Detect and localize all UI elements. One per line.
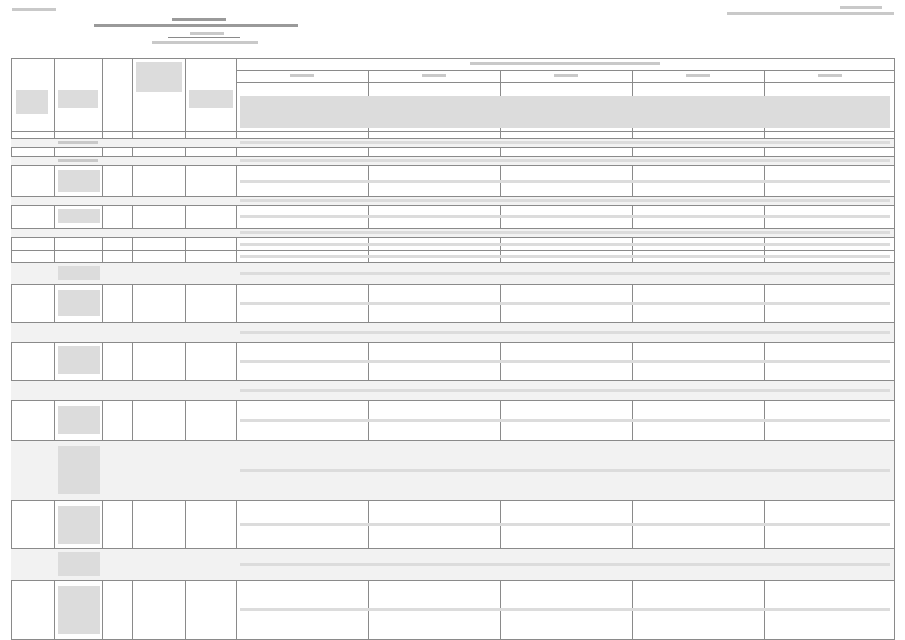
body-values-placeholder bbox=[240, 469, 890, 472]
header-placeholder bbox=[290, 74, 314, 77]
body-text-placeholder bbox=[58, 406, 100, 434]
header-placeholder bbox=[422, 74, 446, 77]
table-header-rule bbox=[236, 70, 894, 71]
title-placeholder bbox=[152, 41, 258, 44]
title-underline bbox=[168, 37, 240, 38]
header-placeholder bbox=[686, 74, 710, 77]
table-row-rule bbox=[11, 322, 894, 323]
header-placeholder bbox=[470, 62, 660, 65]
table-row-rule bbox=[11, 284, 894, 285]
table-row-rule bbox=[11, 228, 894, 229]
body-text-placeholder bbox=[58, 266, 100, 280]
body-text-placeholder bbox=[58, 141, 98, 144]
table-row-rule bbox=[11, 440, 894, 441]
body-text-placeholder bbox=[58, 159, 98, 162]
body-values-placeholder bbox=[240, 302, 890, 305]
body-values-placeholder bbox=[240, 272, 890, 275]
header-right-placeholder bbox=[727, 12, 894, 15]
body-values-placeholder bbox=[240, 255, 890, 258]
table-top-border bbox=[11, 58, 894, 59]
body-values-placeholder bbox=[240, 608, 890, 611]
header-placeholder bbox=[189, 90, 233, 108]
table-row-rule bbox=[11, 262, 894, 263]
table-column-rule bbox=[894, 58, 895, 640]
header-placeholder bbox=[240, 96, 890, 128]
table-row-rule bbox=[11, 400, 894, 401]
table-row-rule bbox=[11, 380, 894, 381]
body-values-placeholder bbox=[240, 243, 890, 246]
body-text-placeholder bbox=[58, 446, 100, 494]
body-values-placeholder bbox=[240, 360, 890, 363]
body-text-placeholder bbox=[58, 170, 100, 192]
header-placeholder bbox=[818, 74, 842, 77]
body-values-placeholder bbox=[240, 159, 890, 162]
table-header-rule bbox=[11, 131, 894, 132]
body-values-placeholder bbox=[240, 231, 890, 234]
body-values-placeholder bbox=[240, 331, 890, 334]
header-placeholder bbox=[136, 62, 182, 92]
table-row-rule bbox=[11, 250, 894, 251]
header-right-placeholder bbox=[840, 6, 882, 9]
body-values-placeholder bbox=[240, 180, 890, 183]
table-row-rule bbox=[11, 196, 894, 197]
body-text-placeholder bbox=[58, 552, 100, 576]
table-row-rule bbox=[11, 165, 894, 166]
table-row-rule bbox=[11, 205, 894, 206]
header-placeholder bbox=[16, 90, 48, 114]
table-row-rule bbox=[11, 342, 894, 343]
table-header-rule bbox=[236, 82, 894, 83]
body-text-placeholder bbox=[58, 290, 100, 316]
table-row-rule bbox=[11, 237, 894, 238]
body-values-placeholder bbox=[240, 563, 890, 566]
header-placeholder bbox=[58, 90, 98, 108]
body-values-placeholder bbox=[240, 523, 890, 526]
header-placeholder bbox=[554, 74, 578, 77]
body-values-placeholder bbox=[240, 199, 890, 202]
body-text-placeholder bbox=[58, 506, 100, 544]
table-row-rule bbox=[11, 580, 894, 581]
body-values-placeholder bbox=[240, 419, 890, 422]
table-row-rule bbox=[11, 548, 894, 549]
body-text-placeholder bbox=[58, 586, 100, 634]
body-values-placeholder bbox=[240, 389, 890, 392]
body-text-placeholder bbox=[58, 209, 100, 223]
body-text-placeholder bbox=[58, 346, 100, 374]
title-placeholder bbox=[94, 24, 298, 27]
title-placeholder bbox=[190, 32, 224, 35]
table-row-rule bbox=[11, 500, 894, 501]
table-row-rule bbox=[11, 156, 894, 157]
body-values-placeholder bbox=[240, 141, 890, 144]
body-values-placeholder bbox=[240, 215, 890, 218]
title-placeholder bbox=[172, 18, 226, 21]
header-left-placeholder bbox=[12, 8, 56, 11]
table-row-rule bbox=[11, 147, 894, 148]
